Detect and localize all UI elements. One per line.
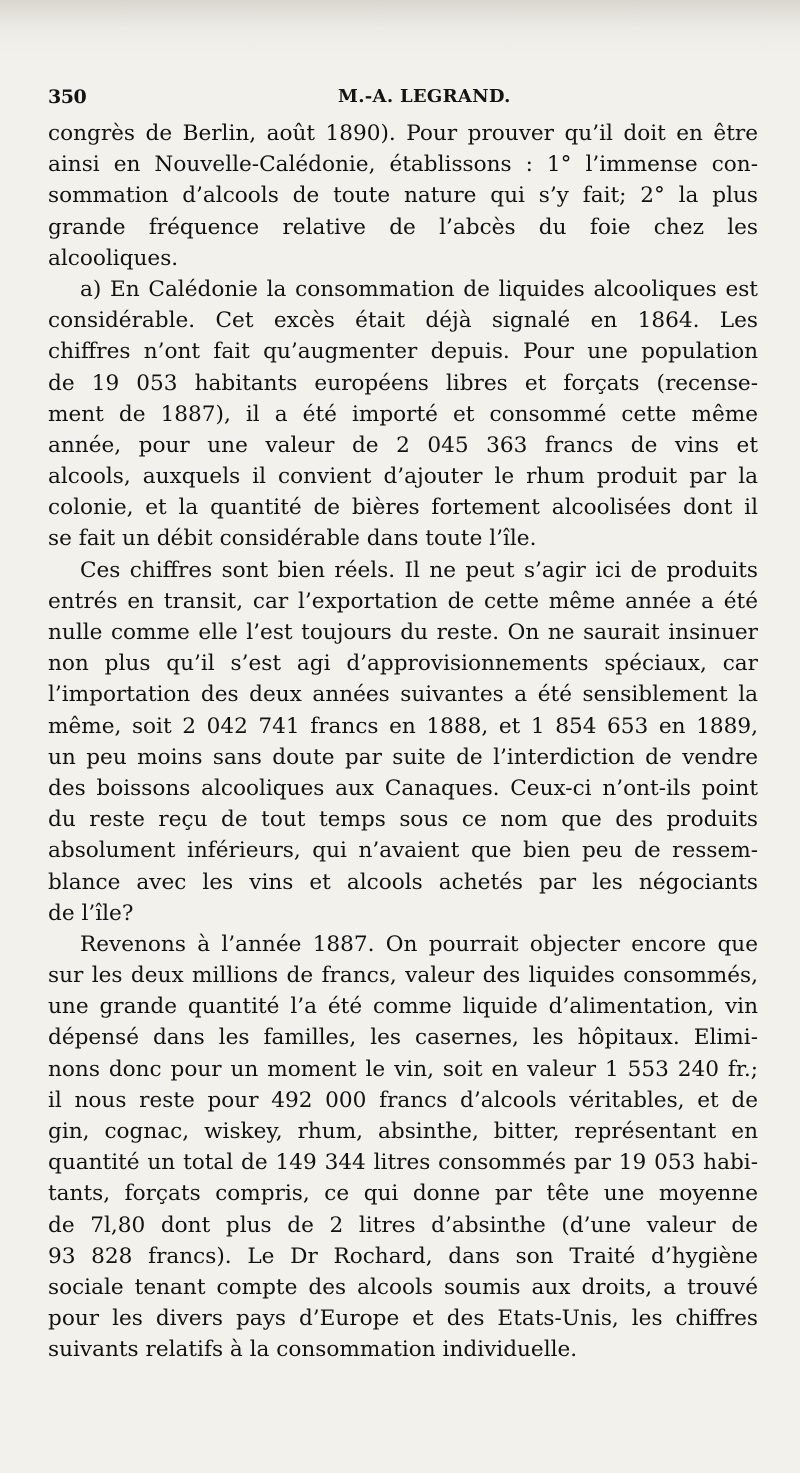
text-line: suivants relatifs à la consommation individuelle. [48, 1337, 578, 1363]
paragraph [48, 118, 758, 274]
text-line: se fait un débit considérable dans toute l’île. [48, 526, 537, 552]
text-line: sociale tenant compte des alcools soumis aux droits, a trouvé [48, 1274, 758, 1300]
text-line: du reste reçu de tout temps sous ce nom que des produits [48, 807, 758, 833]
text-line: dépensé dans les familles, les casernes, les hôpitaux. Elimi- [48, 1025, 758, 1051]
text-line: alcools, auxquels il convient d’ajouter le rhum produit par la [48, 464, 758, 490]
text-line: année, pour une valeur de 2 045 363 francs de vins et [48, 432, 758, 458]
text-line: colonie, et la quantité de bières fortement alcoolisées dont il [48, 495, 758, 521]
text-line: de 7l,80 dont plus de 2 litres d’absinthe (d’une valeur de [48, 1212, 758, 1238]
text-line: ainsi en Nouvelle-Calédonie, établissons : 1° l’immense con- [48, 152, 758, 178]
text-line: même, soit 2 042 741 francs en 1888, et 1 854 653 en 1889, [48, 713, 758, 739]
text-line: pour les divers pays d’Europe et des Etats-Unis, les chiffres [48, 1306, 758, 1332]
text-line: un peu moins sans doute par suite de l’interdiction de vendre [48, 744, 758, 770]
text-line: de l’île? [48, 900, 134, 926]
text-line: l’importation des deux années suivantes a été sensiblement la [48, 682, 758, 708]
text-line: alcooliques. [48, 245, 179, 271]
paragraph [48, 274, 758, 555]
text-line: grande fréquence relative de l’abcès du foie chez les [48, 214, 758, 240]
paragraph [48, 555, 758, 929]
text-line: il nous reste pour 492 000 francs d’alcools véritables, et de [48, 1087, 758, 1113]
text-line: considérable. Cet excès était déjà signalé en 1864. Les [48, 308, 758, 334]
text-line: nulle comme elle l’est toujours du reste. On ne saurait insinuer [48, 620, 758, 645]
text-line: des boissons alcooliques aux Canaques. Ceux-ci n’ont-ils point [48, 775, 758, 801]
text-line: de 19 053 habitants européens libres et forçats (recense- [48, 370, 758, 396]
running-head: M.-A. LEGRAND. [338, 86, 511, 107]
text-line: 93 828 francs). Le Dr Rochard, dans son Traité d’hygiène [48, 1243, 758, 1269]
text-line: nons donc pour un moment le vin, soit en valeur 1 553 240 fr.; [48, 1056, 758, 1082]
text-line: entrés en transit, car l’exportation de cette même année a été [48, 588, 758, 614]
text-line: congrès de Berlin, août 1890). Pour prouver qu’il doit en être [48, 121, 758, 146]
text-line: sur les deux millions de francs, valeur des liquides consommés, [48, 963, 758, 989]
page-header [48, 86, 760, 112]
text-line: absolument inférieurs, qui n’avaient que bien peu de ressem- [48, 838, 758, 864]
paragraph [48, 929, 758, 1366]
text-line: quantité un total de 149 344 litres consommés par 19 053 habi- [48, 1150, 758, 1176]
text-line: sommation d’alcools de toute nature qui s’y fait; 2° la plus [48, 183, 758, 209]
text-line: gin, cognac, wiskey, rhum, absinthe, bitter, représentant en [48, 1119, 758, 1144]
text-line: blance avec les vins et alcools achetés par les négociants [48, 869, 758, 895]
text-line: ment de 1887), il a été importé et consommé cette même [48, 401, 758, 427]
text-line: a) En Calédonie la consommation de liquides alcooliques est [80, 276, 758, 302]
text-line: non plus qu’il s’est agi d’approvisionnements spéciaux, car [48, 651, 758, 677]
text-line: chiffres n’ont fait qu’augmenter depuis. Pour une population [48, 339, 758, 365]
page-number: 350 [48, 86, 87, 108]
text-line: Revenons à l’année 1887. On pourrait objecter encore que [80, 931, 758, 957]
text-line: tants, forçats compris, ce qui donne par tête une moyenne [48, 1181, 758, 1207]
body-text [48, 118, 758, 1366]
text-line: une grande quantité l’a été comme liquide d’alimentation, vin [48, 994, 758, 1020]
text-line: Ces chiffres sont bien réels. Il ne peut s’agir ici de produits [80, 557, 758, 583]
